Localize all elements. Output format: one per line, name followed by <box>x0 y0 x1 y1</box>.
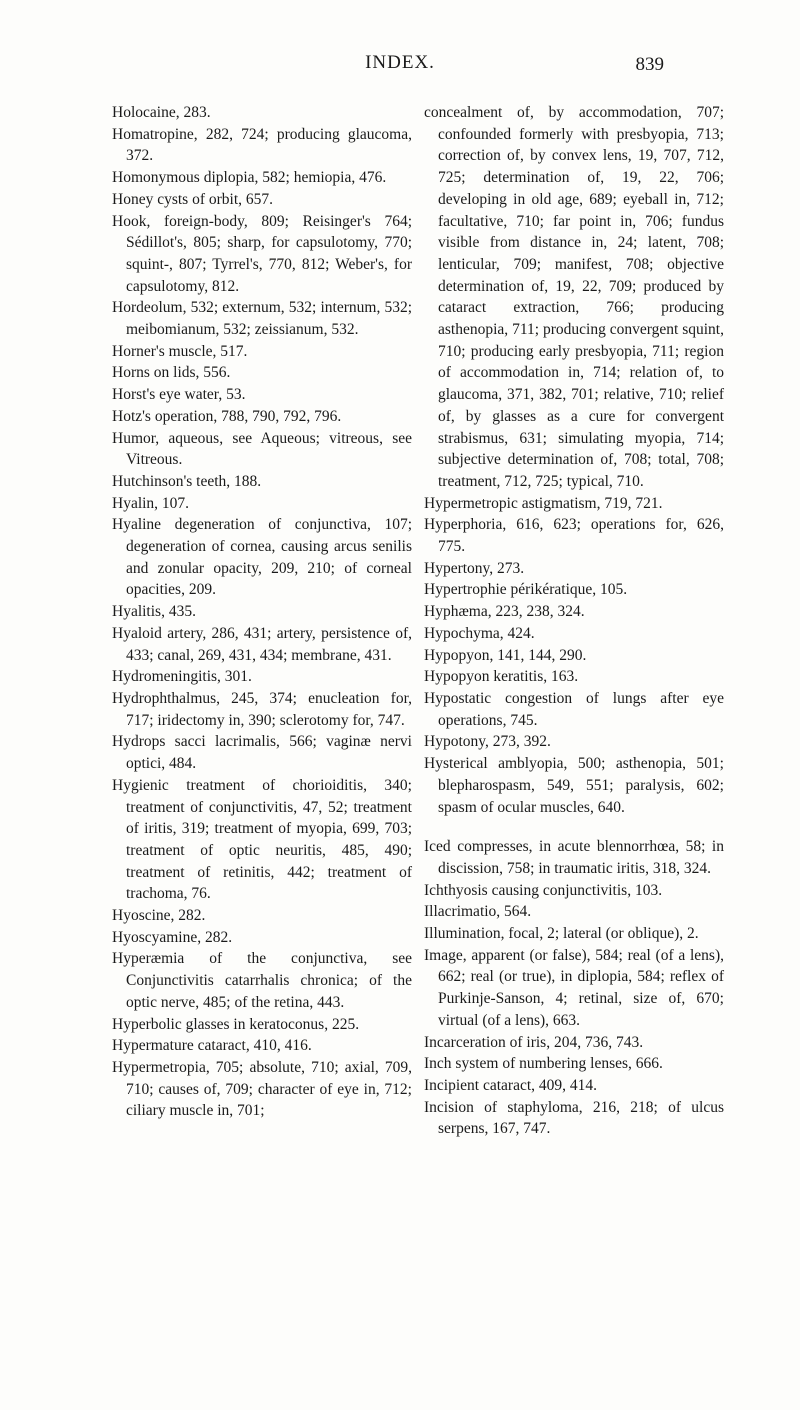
index-entry: Hypopyon, 141, 144, 290. <box>424 646 587 664</box>
left-column <box>112 102 412 1122</box>
index-entry: Hyalitis, 435. <box>112 603 196 621</box>
index-entry: Hyoscine, 282. <box>112 907 206 925</box>
index-entry: Holocaine, 283. <box>112 104 211 121</box>
index-entry: Hypermetropic astigmatism, 719, 721. <box>424 494 663 512</box>
index-entry: Hyperphoria, 616, 623; operations for, 626, 775. <box>424 516 724 556</box>
index-entry: Horns on lids, 556. <box>112 364 231 382</box>
index-entry: Horst's eye water, 53. <box>112 386 246 404</box>
index-entry: Hypermetropia, 705; absolute, 710; axial, 709, 710; causes of, 709; character of eye in, 712; ciliary muscle in, 701; <box>112 1058 412 1120</box>
index-entry: Hyaline degeneration of conjunctiva, 107; degeneration of cornea, causing arcus senilis and zonular opacity, 209, 210; of corneal opacities, 209. <box>112 516 412 599</box>
index-entry: Hutchinson's teeth, 188. <box>112 472 262 490</box>
index-entry: Honey cysts of orbit, 657. <box>112 190 274 208</box>
index-entry: Hypostatic congestion of lungs after eye operations, 745. <box>424 689 724 729</box>
index-entry: Incarceration of iris, 204, 736, 743. <box>424 1033 644 1051</box>
index-entry: Illacrimatio, 564. <box>424 903 532 921</box>
index-entry: Hook, foreign-body, 809; Reisinger's 764; Sédillot's, 805; sharp, for capsulotomy, 770; squint-, 807; Tyrrel's, 770, 812; Weber's, for capsulotomy, 812. <box>112 212 412 295</box>
index-entry: Hypertrophie périkératique, 105. <box>424 581 628 599</box>
index-entry: Hyoscyamine, 282. <box>112 928 233 946</box>
right-column <box>424 102 724 1140</box>
index-entry: Hypotony, 273, 392. <box>424 733 551 751</box>
index-entry: Horner's muscle, 517. <box>112 342 248 360</box>
running-head <box>0 52 800 82</box>
index-entry: Humor, aqueous, see Aqueous; vitreous, see Vitreous. <box>112 429 412 469</box>
index-entry: Hyalin, 107. <box>112 494 190 512</box>
index-entry: Image, apparent (or false), 584; real (of a lens), 662; real (or true), in diplopia, 584; reflex of Purkinje-Sanson, 4; retinal, size of, 670; virtual (of a lens), 663. <box>424 946 724 1029</box>
index-entry: Hydrophthalmus, 245, 374; enucleation for, 717; iridectomy in, 390; sclerotomy for, 747. <box>112 689 412 729</box>
index-entry: Hyperbolic glasses in keratoconus, 225. <box>112 1015 360 1033</box>
index-entry: Homonymous diplopia, 582; hemiopia, 476. <box>112 169 387 187</box>
index-entry: Hypertony, 273. <box>424 559 525 577</box>
index-entry: Hypermature cataract, 410, 416. <box>112 1037 312 1055</box>
index-entry: Hyaloid artery, 286, 431; artery, persistence of, 433; canal, 269, 431, 434; membrane, 431. <box>112 624 412 664</box>
index-entry: Hypochyma, 424. <box>424 624 535 642</box>
index-entry: Hysterical amblyopia, 500; asthenopia, 501; blepharospasm, 549, 551; paralysis, 602; spasm of ocular muscles, 640. <box>424 755 724 816</box>
index-entry: Hydromeningitis, 301. <box>112 668 252 686</box>
index-entry: Hotz's operation, 788, 790, 792, 796. <box>112 407 342 425</box>
index-entry: Hordeolum, 532; externum, 532; internum, 532; meibomianum, 532; zeissianum, 532. <box>112 299 412 339</box>
index-entry: Incipient cataract, 409, 414. <box>424 1076 598 1094</box>
index-entry: Incision of staphyloma, 216, 218; of ulcus serpens, 167, 747. <box>424 1098 724 1138</box>
index-entry: Hygienic treatment of chorioiditis, 340; treatment of conjunctivitis, 47, 52; treatment of iritis, 319; treatment of myopia, 699, 703; treatment of optic neuritis, 485, 490; treatment of retinitis, 442; treatment of trachoma, 76. <box>112 776 412 903</box>
index-entry: Ichthyosis causing conjunctivitis, 103. <box>424 881 663 899</box>
index-entry: Illumination, focal, 2; lateral (or oblique), 2. <box>424 925 699 943</box>
index-entry: Iced compresses, in acute blennorrhœa, 58; in discission, 758; in traumatic iritis, 318, 324. <box>424 838 724 877</box>
page-header-title: INDEX. <box>365 52 435 73</box>
index-entry: Homatropine, 282, 724; producing glaucoma, 372. <box>112 125 412 165</box>
index-entry: Hyphæma, 223, 238, 324. <box>424 603 585 621</box>
letter-section-gap <box>424 818 724 836</box>
index-entry: Inch system of numbering lenses, 666. <box>424 1055 663 1073</box>
page-number: 839 <box>635 54 664 75</box>
index-entry: Hyperæmia of the conjunctiva, see Conjunctivitis catarrhalis chronica; of the optic nerve, 485; of the retina, 443. <box>112 950 412 1011</box>
index-entry: concealment of, by accommodation, 707; confounded formerly with presbyopia, 713; correction of, by convex lens, 19, 707, 712, 725; determination of, 19, 22, 706; developing in old age, 689; eyeball in, 712; facultative, 710; far point in, 706; fundus visible from distance in, 24; latent, 708; lenticular, 709; manifest, 708; objective determination of, 19, 22, 709; produced by cataract extraction, 766; producing asthenopia, 711; producing convergent squint, 710; producing early presbyopia, 711; region of accommodation in, 714; relation of, to glaucoma, 371, 382, 701; relative, 710; relief of, by glasses as a cure for convergent strabismus, 631; simulating myopia, 714; subjective determination of, 708; total, 708; treatment, 712, 725; typical, 710. <box>424 104 724 490</box>
index-entry: Hydrops sacci lacrimalis, 566; vaginæ nervi optici, 484. <box>112 733 412 773</box>
index-entry: Hypopyon keratitis, 163. <box>424 668 579 686</box>
